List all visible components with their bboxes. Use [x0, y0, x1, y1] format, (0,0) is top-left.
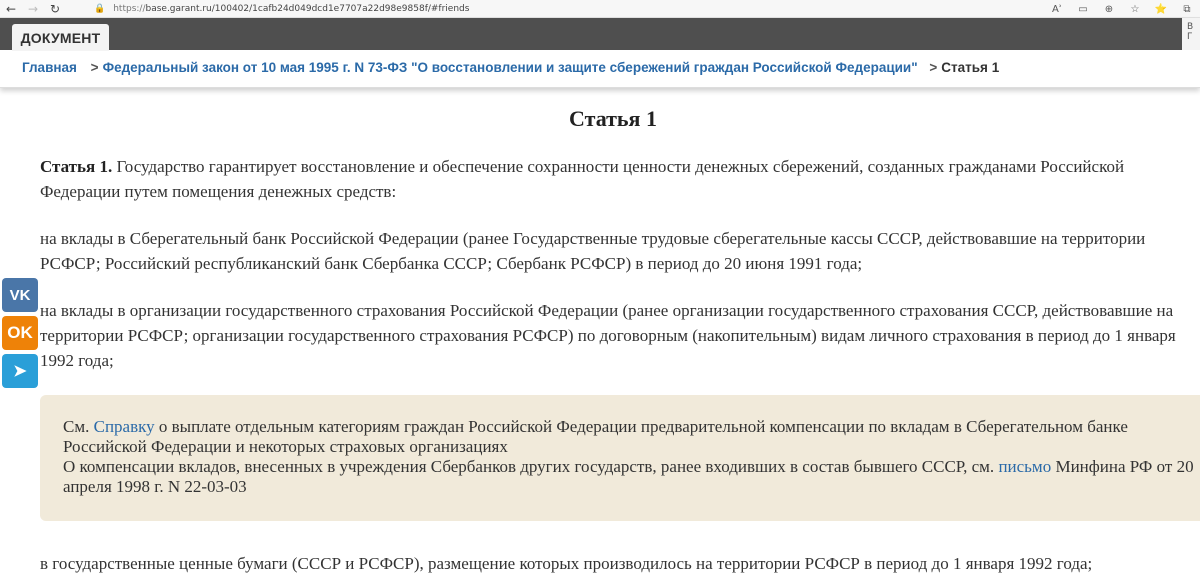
browser-tools — [1050, 0, 1194, 18]
article-paragraph — [40, 154, 1186, 204]
note-text-2: О компенсации вкладов, внесенных в учреждения Сбербанков других государств, ранее входивших в состав бывшего СССР, см. — [63, 457, 999, 476]
page-title: Статья 1 — [569, 106, 657, 131]
paragraph-savings-bank: на вклады в Сберегательный банк Российской Федерации (ранее Государственные трудовые сберегательные кассы СССР, действовавшие на территории РСФСР; Российский республиканский банк Сбербанка СССР; Сбербанк РСФСР) в период до 20 июня 1991 года; — [40, 229, 1146, 273]
url-text[interactable] — [113, 4, 469, 14]
note-line-1 — [63, 417, 1196, 457]
reference-note — [40, 395, 1200, 521]
vk-icon: VK — [9, 286, 31, 304]
forward-arrow-icon[interactable]: → — [27, 1, 39, 16]
telegram-icon: ➤ — [13, 363, 27, 380]
reference-link[interactable]: Справку — [93, 417, 155, 436]
vk-share-button[interactable] — [2, 278, 38, 312]
url-scheme: https:// — [113, 3, 146, 14]
paragraph-securities: в государственные ценные бумаги (СССР и РСФСР), размещение которых производилось на территории РСФСР в период до 1 января 1992 года; — [40, 554, 1093, 573]
favorite-star-icon[interactable]: ☆ — [1130, 3, 1140, 15]
breadcrumb-law-link[interactable]: Федеральный закон от 10 мая 1995 г. N 73-ФЗ "О восстановлении и защите сбережений граждан Российской Федерации" — [102, 60, 918, 75]
zoom-icon[interactable]: ⊕ — [1104, 3, 1114, 15]
breadcrumb-separator: > — [929, 60, 938, 75]
favorites-list-icon[interactable]: ⭐ — [1154, 3, 1168, 15]
note-see: См. — [63, 417, 94, 436]
read-aloud-icon[interactable]: Aʾ — [1052, 3, 1062, 15]
tab-document[interactable]: ДОКУМЕНТ — [12, 24, 109, 51]
article-label: Статья 1. — [40, 157, 113, 176]
ok-share-button[interactable] — [2, 316, 38, 350]
note-text-3: Минфина РФ от 20 апреля 1998 г. N 22-03-03 — [63, 457, 1194, 496]
address-bar[interactable] — [94, 1, 469, 17]
back-arrow-icon[interactable]: ← — [5, 1, 17, 16]
site-header — [0, 18, 1200, 88]
breadcrumb — [22, 60, 999, 75]
lock-icon: 🔒 — [94, 3, 106, 14]
header-strip — [0, 18, 1182, 50]
article-text: Государство гарантирует восстановление и обеспечение сохранности ценности денежных сбережений, созданных гражданами Российской Федерации путем помещения денежных средств: — [40, 157, 1125, 201]
url-host-path: base.garant.ru/100402/1cafb24d049dcd1e7707a22d98e9858f/#friends — [145, 3, 470, 14]
breadcrumb-separator: > — [90, 60, 99, 75]
collections-icon[interactable]: ⧉ — [1183, 3, 1191, 15]
reader-view-icon[interactable]: ▭ — [1078, 3, 1088, 15]
breadcrumb-current: Статья 1 — [941, 60, 1000, 75]
note-line-2 — [63, 457, 1196, 497]
breadcrumb-home-link[interactable]: Главная — [22, 60, 77, 75]
browser-toolbar — [0, 0, 1200, 18]
reload-icon[interactable]: ↻ — [49, 1, 61, 16]
letter-link[interactable]: письмо — [998, 457, 1052, 476]
odnoklassniki-icon: OK — [7, 323, 33, 342]
note-text-1: о выплате отдельным категориям граждан Российской Федерации предварительной компенсации по вкладам в Сберегательном банке Российской Федерации и некоторых страховых организациях — [63, 417, 1128, 456]
telegram-share-button[interactable] — [2, 354, 38, 388]
side-panel-edge[interactable]: B Г — [1182, 18, 1200, 50]
paragraph-state-insurance: на вклады в организации государственного страхования Российской Федерации (ранее организации государственного страхования СССР, действовавшие на территории РСФСР; организации государственного страхования РСФСР) по договорным (накопительным) видам личного страхования в период до 1 января 1992 года; — [40, 301, 1176, 370]
document-body — [40, 100, 1194, 587]
